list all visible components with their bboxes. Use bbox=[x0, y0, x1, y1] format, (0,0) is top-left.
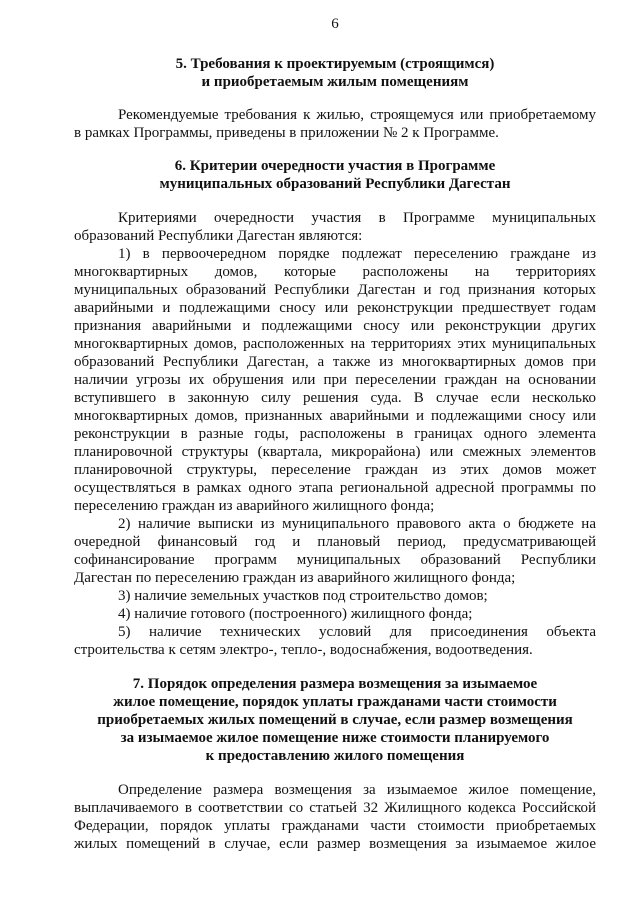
text-line: 4) наличие готового (построенного) жилищного фонда; bbox=[118, 606, 473, 622]
section6-heading-line: муниципальных образований Республики Дагестан bbox=[159, 176, 511, 192]
text-line: многоквартирных домов, признанных аварийными и подлежащими сносу или bbox=[74, 408, 596, 424]
text-line: софинансирование программ муниципальных образований Республики bbox=[74, 552, 596, 568]
section7-heading-line: приобретаемых жилых помещений в случае, если размер возмещения bbox=[97, 712, 573, 728]
section7-heading-line: к предоставлению жилого помещения bbox=[205, 748, 465, 764]
text-line: 3) наличие земельных участков под строительство домов; bbox=[118, 588, 488, 604]
text-line: строительства к сетям электро-, тепло-, водоснабжения, водоотведения. bbox=[74, 642, 533, 658]
text-line: 1) в первоочередном порядке подлежат переселению граждане из bbox=[118, 246, 596, 262]
section6-intro bbox=[74, 209, 596, 245]
text-line: вступившего в законную силу решения суда. В случае если несколько bbox=[74, 390, 596, 406]
page-number: 6 bbox=[331, 16, 339, 32]
section7-heading-line: 7. Порядок определения размера возмещения за изымаемое bbox=[132, 676, 538, 692]
text-line: образований Республики Дагестан, а также из многоквартирных домов при bbox=[74, 354, 596, 370]
section7-heading-line: жилое помещение, порядок уплаты гражданами части стоимости bbox=[113, 694, 557, 710]
criterion-item-5 bbox=[74, 623, 596, 659]
text-line: признания аварийными и подлежащими сносу или реконструкции других bbox=[74, 318, 596, 334]
section5-heading bbox=[74, 55, 596, 91]
text-line: переселению граждан из аварийного жилищного фонда; bbox=[74, 498, 435, 514]
text-line: аварийными и подлежащими сносу или реконструкции предшествует годам bbox=[74, 300, 596, 316]
text-line: образований Республики Дагестан являются: bbox=[74, 228, 363, 244]
text-line: реконструкции в разные годы, расположены в границах одного элемента bbox=[74, 426, 596, 442]
section5-paragraph bbox=[74, 106, 596, 142]
criterion-item-1 bbox=[74, 245, 596, 515]
section6-heading-line: 6. Критерии очередности участия в Программе bbox=[174, 158, 496, 174]
section7-heading bbox=[74, 675, 596, 765]
text-line: в рамках Программы, приведены в приложении № 2 к Программе. bbox=[74, 125, 499, 141]
text-line: 5) наличие технических условий для присоединения объекта bbox=[118, 624, 596, 640]
text-line: 2) наличие выписки из муниципального правового акта о бюджете на bbox=[118, 516, 596, 532]
criterion-item-2 bbox=[74, 515, 596, 587]
text-line: наличии угрозы их обрушения или при переселении граждан на основании bbox=[74, 372, 596, 388]
section5-heading-line: и приобретаемым жилым помещениям bbox=[201, 74, 469, 90]
text-line: Критериями очередности участия в Программе муниципальных bbox=[118, 210, 596, 226]
text-line: Федерации, порядок уплаты гражданами части стоимости приобретаемых bbox=[74, 818, 596, 834]
text-line: осуществляться в рамках одного этапа региональной адресной программы по bbox=[74, 480, 596, 496]
section6-heading bbox=[74, 157, 596, 193]
text-line: выплачиваемого в соответствии со статьей 32 Жилищного кодекса Российской bbox=[74, 800, 596, 816]
criterion-item-4 bbox=[74, 605, 596, 623]
section7-paragraph bbox=[74, 781, 596, 853]
text-line: очередной финансовый год и плановый период, предусматривающей bbox=[74, 534, 596, 550]
text-line: Дагестан по переселению граждан из аварийного жилищного фонда; bbox=[74, 570, 516, 586]
section7-heading-line: за изымаемое жилое помещение ниже стоимости планируемого bbox=[120, 730, 550, 746]
text-line: многоквартирных домов, которые расположены на территориях bbox=[74, 264, 596, 280]
text-line: планировочной структуры, переселение граждан из этих домов может bbox=[74, 462, 596, 478]
text-line: Рекомендуемые требования к жилью, строящемуся или приобретаемому bbox=[118, 107, 596, 123]
section5-heading-line: 5. Требования к проектируемым (строящимся) bbox=[175, 56, 495, 72]
text-line: планировочной структуры (квартала, микрорайона) или смежных элементов bbox=[74, 444, 596, 460]
text-line: жилых помещений в случае, если размер возмещения за изымаемое жилое bbox=[74, 836, 596, 852]
text-line: муниципальных образований Республики Дагестан и год признания которых bbox=[74, 282, 596, 298]
criterion-item-3 bbox=[74, 587, 596, 605]
text-line: Определение размера возмещения за изымаемое жилое помещение, bbox=[118, 782, 596, 798]
text-line: многоквартирных домов, расположенных на территориях этих муниципальных bbox=[74, 336, 596, 352]
